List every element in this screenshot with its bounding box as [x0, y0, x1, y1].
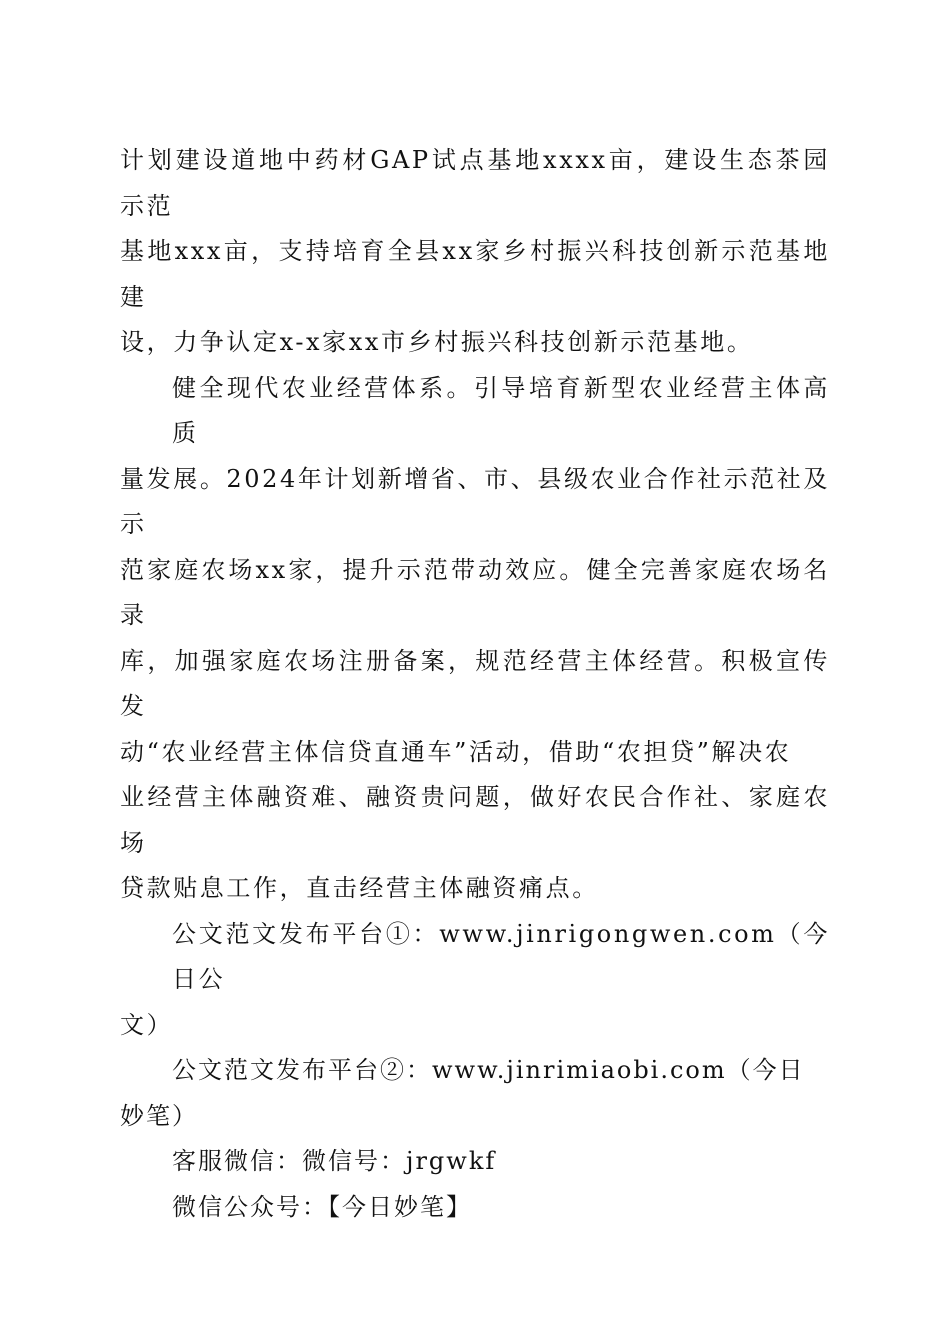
footer-customer-service: 客服微信：微信号：jrgwkf [172, 1147, 497, 1175]
body-paragraph-1 [120, 138, 830, 366]
paragraph-line: 动“农业经营主体信贷直通车”活动，借助“农担贷”解决农 [120, 737, 792, 766]
paragraph-line: 健全现代农业经营体系。引导培育新型农业经营主体高质 [172, 373, 830, 447]
footer-line: 公文范文发布平台①：www.jinrigongwen.com（今日公 [172, 919, 830, 993]
paragraph-line: 计划建设道地中药材GAP试点基地xxxx亩，建设生态茶园示范 [120, 146, 830, 220]
paragraph-line: 量发展。2024年计划新增省、市、县级农业合作社示范社及示 [120, 464, 830, 538]
footer-platform-1 [120, 912, 830, 1049]
footer-official-account: 微信公众号：【今日妙笔】 [172, 1192, 472, 1221]
footer-platform-2: 公文范文发布平台②：www.jinrimiaobi.com（今日妙笔） [120, 1056, 805, 1130]
paragraph-line: 范家庭农场xx家，提升示范带动效应。健全完善家庭农场名录 [120, 555, 830, 629]
footer-line: 文） [120, 1010, 174, 1039]
body-paragraph-2 [120, 366, 830, 912]
paragraph-line: 库，加强家庭农场注册备案，规范经营主体经营。积极宣传发 [120, 646, 830, 720]
document-page [120, 138, 830, 1230]
paragraph-line: 业经营主体融资难、融资贵问题，做好农民合作社、家庭农场 [120, 783, 830, 857]
paragraph-line: 设，力争认定x-x家xx市乡村振兴科技创新示范基地。 [120, 328, 754, 356]
paragraph-line: 基地xxx亩，支持培育全县xx家乡村振兴科技创新示范基地建 [120, 237, 830, 311]
paragraph-line: 贷款贴息工作，直击经营主体融资痛点。 [120, 874, 599, 902]
